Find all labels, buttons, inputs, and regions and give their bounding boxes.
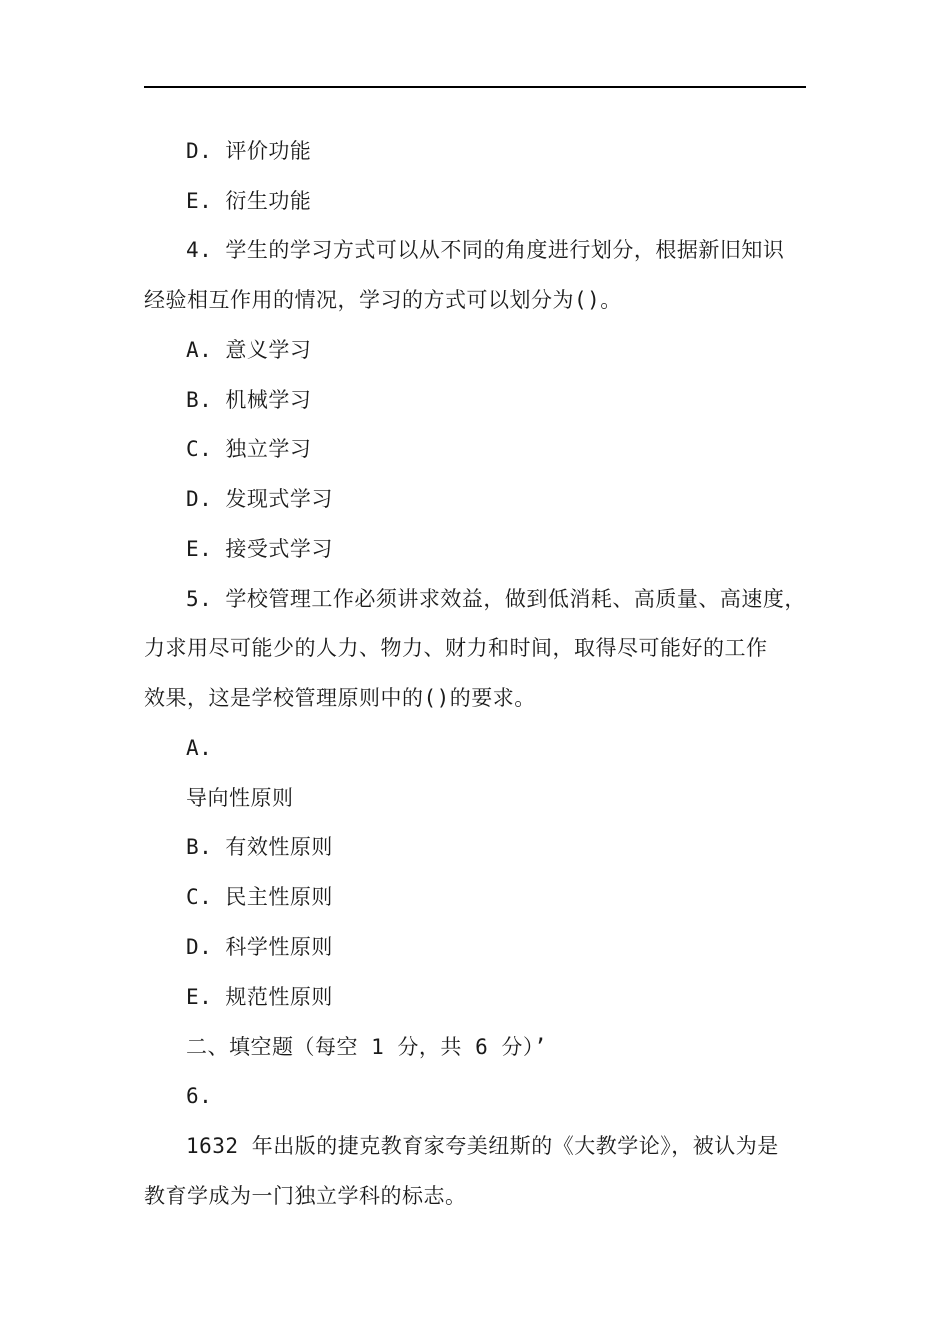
q5-option-b: B. 有效性原则 [186, 835, 333, 859]
q5-option-a-label: A. [186, 736, 213, 760]
q4-option-e: E. 接受式学习 [186, 537, 333, 561]
q4-option-d: D. 发现式学习 [186, 487, 333, 511]
question-6-line-1: 1632 年出版的捷克教育家夸美纽斯的《大教学论》，被认为是 [186, 1134, 779, 1158]
q4-option-a: A. 意义学习 [186, 338, 312, 362]
question-6-number: 6. [186, 1084, 213, 1108]
section-heading-fill-blank: 二、填空题（每空 1 分，共 6 分）’ [186, 1035, 548, 1059]
q4-option-c: C. 独立学习 [186, 437, 312, 461]
q5-option-a-text: 导向性原则 [186, 786, 294, 810]
question-4-line-2: 经验相互作用的情况，学习的方式可以划分为()。 [144, 288, 622, 312]
q5-option-e: E. 规范性原则 [186, 985, 333, 1009]
q5-option-d: D. 科学性原则 [186, 935, 333, 959]
question-5-line-1: 5. 学校管理工作必须讲求效益，做到低消耗、高质量、高速度， [186, 587, 806, 611]
question-5-line-3: 效果，这是学校管理原则中的()的要求。 [144, 686, 536, 710]
option-e-derivative: E. 衍生功能 [186, 189, 312, 213]
question-5-line-2: 力求用尽可能少的人力、物力、财力和时间，取得尽可能好的工作 [144, 636, 768, 660]
header-rule [144, 86, 806, 88]
q4-option-b: B. 机械学习 [186, 388, 312, 412]
question-6-line-2: 教育学成为一门独立学科的标志。 [144, 1184, 467, 1208]
option-d-evaluation: D. 评价功能 [186, 139, 312, 163]
question-4-line-1: 4. 学生的学习方式可以从不同的角度进行划分，根据新旧知识 [186, 238, 785, 262]
q5-option-c: C. 民主性原则 [186, 885, 333, 909]
